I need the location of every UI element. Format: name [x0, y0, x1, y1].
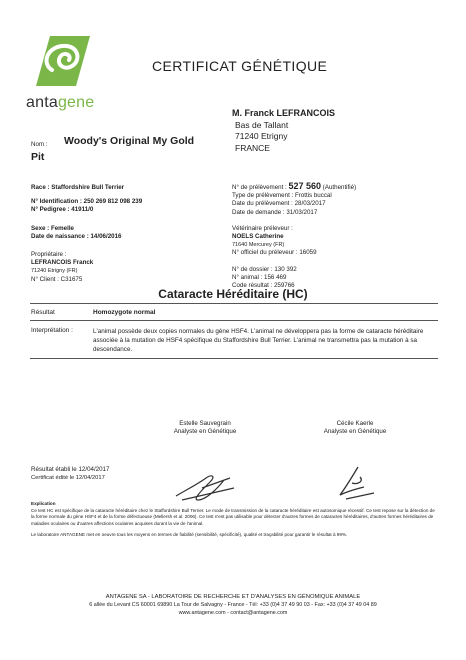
signature-1-icon [172, 466, 242, 506]
signatory-name: Cécile Kaerle [336, 420, 374, 427]
vet-ordinal: N° officiel du préleveur : 16059 [232, 249, 317, 257]
vet-label: Vétérinaire préleveur : [232, 224, 293, 232]
footer-contact: www.antagene.com - contact@antagene.com [178, 610, 288, 616]
type-prelevement: Type de prélèvement : Frottis buccal [232, 192, 332, 200]
signatory-role: Analyste en Génétique [173, 428, 237, 435]
owner-name: M. Franck LEFRANCOIS [232, 108, 336, 118]
signature-block-2 [300, 420, 410, 436]
footer-company: ANTAGENE SA - LABORATOIRE DE RECHERCHE ET D'ANALYSES EN GÉNOMIQUE ANIMALE [105, 594, 361, 600]
brand-name: antagene [26, 94, 95, 111]
pedigree: N° Pedigree : 41911/0 [31, 206, 94, 214]
result-value: Homozygote normal [93, 309, 156, 316]
interpretation-label: Interprétation : [31, 327, 73, 334]
signatory-name: Estelle Sauvegrain [179, 420, 231, 427]
animal-name [64, 134, 194, 148]
sexe: Sexe : Femelle [31, 224, 74, 232]
vet-name: NOELS Catherine [232, 233, 284, 241]
client-number: N° Client : C31675 [31, 275, 83, 283]
explanation [31, 501, 436, 539]
footer-address: 6 allée du Levant CS 60001 69890 La Tour de Salvagny - France - Tél: +33 (0)4 37 49 90 03 - Fax: +33 (0)4 37 49 04 89 [89, 602, 377, 608]
animal-info [31, 184, 231, 284]
prelevement-line: N° de prélèvement : 527 560 (Authentifié) [232, 181, 357, 191]
name-label: Nom : [31, 141, 48, 148]
owner-address [232, 108, 335, 154]
proprietaire-city: 71240 Etrigny (FR) [31, 268, 78, 275]
animal-name-line: Pit [31, 151, 45, 163]
divider [30, 303, 438, 304]
identification: N° Identification : 250 269 812 098 239 [31, 198, 143, 206]
divider [30, 358, 438, 359]
animal-name-cont [31, 150, 44, 164]
signature-block-1 [150, 420, 260, 436]
test-title: Cataracte Héréditaire (HC) [158, 287, 308, 301]
quality-statement: Le laboratoire ANTAGENE met en oeuvre tous les moyens en termes de fiabilité (sensibilité, spécificité), qualité et traçabilité pour garantir le résultat à 99%. [31, 532, 348, 537]
date-prelevement: Date du prélèvement : 28/03/2017 [232, 200, 326, 208]
divider [30, 320, 438, 321]
footer [0, 593, 466, 617]
animal-name-line: Woody's Original My Gold [64, 135, 195, 147]
prelevement-number: 527 560 [288, 181, 322, 191]
vet-city: 71640 Mercurey (FR) [232, 242, 285, 249]
result-label: Résultat [31, 309, 55, 316]
race: Race : Staffordshire Bull Terrier [31, 184, 125, 191]
date-naissance: Date de naissance : 14/06/2016 [31, 232, 122, 240]
dossier-number: N° de dossier : 130 392 [232, 265, 297, 273]
address-line: Bas de Tallant [235, 119, 289, 130]
date-demande: Date de demande : 31/03/2017 [232, 208, 318, 216]
date-edite: Certificat édité le 12/04/2017 [31, 475, 105, 481]
sample-info [232, 182, 442, 290]
address-line: 71240 Etrigny [235, 131, 288, 141]
address-line: FRANCE [235, 142, 270, 153]
signature-2-icon [330, 463, 380, 503]
page-title: CERTIFICAT GÉNÉTIQUE [152, 58, 328, 74]
code-resultat: Code résultat : 259766 [232, 282, 295, 290]
antagene-logo-icon [32, 30, 94, 92]
result-dates [31, 466, 109, 482]
interpretation-text: L'animal possède deux copies normales du gène HSF4. L'animal ne développera pas la forme de cataracte héréditaire associée à la mutation de HSF4 spécifique du Staffordshire Bull Terrier. L'animal ne transmettra pas la mutation à sa descendance. [93, 328, 424, 353]
explanation-text: Ce test HC est spécifique de la cataracte héréditaire chez le Staffordshire Bull Terrier. Le mode de transmission de la cataracte héréditaire est autosomique récessif. Ce test repose sur la détection de la forme normale du gène HSF4 et de la forme défectueuse (Mellersh et al. 2006). Ce test n'est pas utilisable pour détecter d'autres formes de cataractes héréditaires, d'autres formes héréditaires de maladies oculaires ou d'autres affections oculaires acquises durant la vie de l'animal. [31, 507, 435, 526]
explanation-heading: Explication [31, 501, 56, 506]
proprietaire-label: Propriétaire : [31, 251, 67, 259]
date-etabli: Résultat établi le 12/04/2017 [31, 466, 110, 473]
animal-number: N° animal : 156 469 [232, 273, 287, 281]
signatory-role: Analyste en Génétique [323, 428, 387, 435]
proprietaire-name: LEFRANCOIS Franck [31, 259, 94, 267]
